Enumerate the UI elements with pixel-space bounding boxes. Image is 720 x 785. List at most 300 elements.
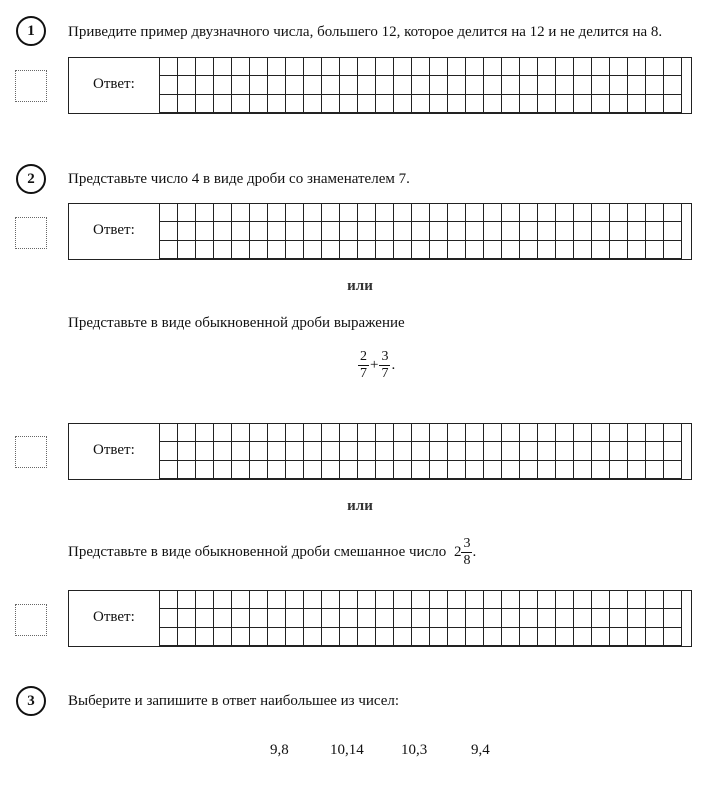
answer-cell[interactable] <box>232 241 250 259</box>
answer-cell[interactable] <box>484 204 502 222</box>
answer-cell[interactable] <box>574 95 592 113</box>
answer-cell[interactable] <box>340 442 358 460</box>
answer-cell[interactable] <box>574 591 592 609</box>
answer-cell[interactable] <box>538 58 556 76</box>
answer-cell[interactable] <box>412 95 430 113</box>
answer-cell[interactable] <box>556 204 574 222</box>
answer-cell[interactable] <box>646 461 664 479</box>
answer-cell[interactable] <box>448 628 466 646</box>
answer-cell[interactable] <box>160 95 178 113</box>
answer-cell[interactable] <box>412 461 430 479</box>
answer-cell[interactable] <box>430 58 448 76</box>
answer-cell[interactable] <box>646 442 664 460</box>
answer-cell[interactable] <box>394 628 412 646</box>
answer-cell[interactable] <box>376 222 394 240</box>
answer-cell[interactable] <box>376 461 394 479</box>
answer-cell[interactable] <box>430 241 448 259</box>
answer-cell[interactable] <box>466 241 484 259</box>
answer-cell[interactable] <box>484 628 502 646</box>
answer-cell[interactable] <box>484 442 502 460</box>
answer-cell[interactable] <box>430 609 448 627</box>
answer-cell[interactable] <box>286 76 304 94</box>
answer-cell[interactable] <box>394 222 412 240</box>
answer-cell[interactable] <box>304 76 322 94</box>
answer-cell[interactable] <box>412 241 430 259</box>
answer-cell[interactable] <box>178 76 196 94</box>
answer-cell[interactable] <box>196 241 214 259</box>
answer-cell[interactable] <box>214 95 232 113</box>
answer-cell[interactable] <box>628 424 646 442</box>
answer-cell[interactable] <box>304 95 322 113</box>
answer-cell[interactable] <box>556 461 574 479</box>
answer-cell[interactable] <box>592 442 610 460</box>
answer-cell[interactable] <box>484 222 502 240</box>
answer-cell[interactable] <box>178 442 196 460</box>
answer-cell[interactable] <box>628 58 646 76</box>
answer-cell[interactable] <box>664 222 682 240</box>
answer-cell[interactable] <box>232 222 250 240</box>
answer-cell[interactable] <box>502 424 520 442</box>
answer-box-1[interactable] <box>68 57 692 114</box>
answer-cell[interactable] <box>466 424 484 442</box>
answer-cell[interactable] <box>358 461 376 479</box>
answer-cell[interactable] <box>574 204 592 222</box>
answer-box-2a[interactable] <box>68 203 692 260</box>
answer-cell[interactable] <box>520 461 538 479</box>
answer-cell[interactable] <box>430 461 448 479</box>
answer-cell[interactable] <box>556 442 574 460</box>
answer-cell[interactable] <box>304 241 322 259</box>
answer-cell[interactable] <box>268 424 286 442</box>
answer-cell[interactable] <box>430 628 448 646</box>
answer-cell[interactable] <box>358 609 376 627</box>
answer-cell[interactable] <box>232 442 250 460</box>
answer-cell[interactable] <box>304 442 322 460</box>
answer-cell[interactable] <box>520 204 538 222</box>
answer-cell[interactable] <box>664 609 682 627</box>
answer-cell[interactable] <box>196 95 214 113</box>
answer-cell[interactable] <box>502 95 520 113</box>
answer-cell[interactable] <box>358 95 376 113</box>
answer-cell[interactable] <box>286 58 304 76</box>
answer-cell[interactable] <box>502 58 520 76</box>
answer-cell[interactable] <box>430 204 448 222</box>
answer-cell[interactable] <box>646 241 664 259</box>
answer-cell[interactable] <box>448 424 466 442</box>
answer-cell[interactable] <box>448 58 466 76</box>
answer-cell[interactable] <box>160 461 178 479</box>
answer-cell[interactable] <box>268 222 286 240</box>
answer-cell[interactable] <box>664 591 682 609</box>
answer-cell[interactable] <box>592 204 610 222</box>
answer-cell[interactable] <box>214 222 232 240</box>
answer-cell[interactable] <box>412 591 430 609</box>
answer-cell[interactable] <box>196 222 214 240</box>
answer-cell[interactable] <box>592 591 610 609</box>
answer-cell[interactable] <box>178 222 196 240</box>
answer-cell[interactable] <box>556 591 574 609</box>
answer-cell[interactable] <box>340 76 358 94</box>
answer-cell[interactable] <box>412 222 430 240</box>
answer-cell[interactable] <box>322 628 340 646</box>
answer-cell[interactable] <box>466 628 484 646</box>
answer-cell[interactable] <box>394 241 412 259</box>
answer-cell[interactable] <box>538 442 556 460</box>
answer-cell[interactable] <box>412 628 430 646</box>
answer-cell[interactable] <box>574 461 592 479</box>
answer-cell[interactable] <box>340 222 358 240</box>
answer-cell[interactable] <box>412 58 430 76</box>
answer-cell[interactable] <box>484 609 502 627</box>
answer-cell[interactable] <box>232 95 250 113</box>
answer-cell[interactable] <box>520 58 538 76</box>
answer-cell[interactable] <box>178 58 196 76</box>
answer-cell[interactable] <box>502 461 520 479</box>
answer-cell[interactable] <box>664 628 682 646</box>
answer-cell[interactable] <box>646 204 664 222</box>
answer-cell[interactable] <box>520 95 538 113</box>
answer-cell[interactable] <box>394 442 412 460</box>
answer-cell[interactable] <box>412 424 430 442</box>
answer-cell[interactable] <box>196 58 214 76</box>
answer-cell[interactable] <box>448 461 466 479</box>
answer-cell[interactable] <box>466 222 484 240</box>
answer-box-2c[interactable] <box>68 590 692 647</box>
answer-cell[interactable] <box>628 609 646 627</box>
answer-cell[interactable] <box>214 442 232 460</box>
answer-cell[interactable] <box>592 222 610 240</box>
answer-cell[interactable] <box>574 442 592 460</box>
answer-cell[interactable] <box>340 58 358 76</box>
answer-cell[interactable] <box>484 58 502 76</box>
answer-cell[interactable] <box>646 58 664 76</box>
answer-cell[interactable] <box>430 442 448 460</box>
answer-cell[interactable] <box>268 95 286 113</box>
answer-cell[interactable] <box>628 442 646 460</box>
answer-cell[interactable] <box>232 76 250 94</box>
answer-cell[interactable] <box>286 424 304 442</box>
answer-cell[interactable] <box>646 628 664 646</box>
answer-cell[interactable] <box>304 591 322 609</box>
answer-cell[interactable] <box>322 95 340 113</box>
answer-cell[interactable] <box>394 95 412 113</box>
answer-cell[interactable] <box>430 591 448 609</box>
answer-cell[interactable] <box>538 76 556 94</box>
answer-cell[interactable] <box>556 76 574 94</box>
answer-cell[interactable] <box>502 628 520 646</box>
answer-cell[interactable] <box>322 424 340 442</box>
score-box-1[interactable] <box>15 70 47 102</box>
answer-cell[interactable] <box>340 204 358 222</box>
answer-cell[interactable] <box>214 424 232 442</box>
answer-cell[interactable] <box>646 591 664 609</box>
answer-cell[interactable] <box>304 628 322 646</box>
answer-cell[interactable] <box>394 591 412 609</box>
answer-cell[interactable] <box>592 609 610 627</box>
answer-cell[interactable] <box>196 442 214 460</box>
answer-cell[interactable] <box>538 222 556 240</box>
answer-cell[interactable] <box>268 241 286 259</box>
answer-grid[interactable] <box>159 590 682 647</box>
answer-cell[interactable] <box>394 76 412 94</box>
answer-cell[interactable] <box>250 76 268 94</box>
answer-cell[interactable] <box>340 95 358 113</box>
answer-cell[interactable] <box>610 424 628 442</box>
answer-box-2b[interactable] <box>68 423 692 480</box>
answer-cell[interactable] <box>592 241 610 259</box>
answer-cell[interactable] <box>664 76 682 94</box>
answer-cell[interactable] <box>556 58 574 76</box>
answer-cell[interactable] <box>448 241 466 259</box>
answer-cell[interactable] <box>376 204 394 222</box>
answer-cell[interactable] <box>250 58 268 76</box>
answer-cell[interactable] <box>214 591 232 609</box>
answer-cell[interactable] <box>556 609 574 627</box>
answer-cell[interactable] <box>196 424 214 442</box>
answer-cell[interactable] <box>178 461 196 479</box>
answer-cell[interactable] <box>178 591 196 609</box>
answer-cell[interactable] <box>232 58 250 76</box>
answer-cell[interactable] <box>160 591 178 609</box>
answer-cell[interactable] <box>286 609 304 627</box>
answer-cell[interactable] <box>160 609 178 627</box>
answer-cell[interactable] <box>268 461 286 479</box>
answer-grid[interactable] <box>159 57 682 114</box>
answer-cell[interactable] <box>250 424 268 442</box>
answer-cell[interactable] <box>250 628 268 646</box>
answer-cell[interactable] <box>286 628 304 646</box>
answer-cell[interactable] <box>322 204 340 222</box>
answer-cell[interactable] <box>610 461 628 479</box>
answer-cell[interactable] <box>466 76 484 94</box>
answer-cell[interactable] <box>250 591 268 609</box>
answer-cell[interactable] <box>574 58 592 76</box>
answer-cell[interactable] <box>304 461 322 479</box>
answer-cell[interactable] <box>376 609 394 627</box>
score-box-2b[interactable] <box>15 436 47 468</box>
answer-cell[interactable] <box>196 609 214 627</box>
answer-cell[interactable] <box>664 461 682 479</box>
answer-cell[interactable] <box>340 241 358 259</box>
answer-cell[interactable] <box>340 609 358 627</box>
answer-cell[interactable] <box>250 609 268 627</box>
answer-cell[interactable] <box>286 461 304 479</box>
answer-cell[interactable] <box>376 95 394 113</box>
answer-cell[interactable] <box>214 628 232 646</box>
answer-cell[interactable] <box>646 424 664 442</box>
answer-cell[interactable] <box>358 591 376 609</box>
answer-cell[interactable] <box>592 461 610 479</box>
answer-cell[interactable] <box>610 591 628 609</box>
answer-cell[interactable] <box>214 204 232 222</box>
answer-cell[interactable] <box>304 204 322 222</box>
answer-cell[interactable] <box>268 591 286 609</box>
answer-cell[interactable] <box>160 628 178 646</box>
answer-cell[interactable] <box>520 76 538 94</box>
answer-cell[interactable] <box>376 424 394 442</box>
answer-cell[interactable] <box>358 241 376 259</box>
answer-cell[interactable] <box>394 58 412 76</box>
answer-cell[interactable] <box>412 204 430 222</box>
answer-cell[interactable] <box>232 628 250 646</box>
answer-cell[interactable] <box>232 609 250 627</box>
answer-cell[interactable] <box>664 58 682 76</box>
answer-cell[interactable] <box>556 241 574 259</box>
answer-cell[interactable] <box>304 609 322 627</box>
answer-cell[interactable] <box>574 76 592 94</box>
answer-cell[interactable] <box>664 204 682 222</box>
answer-cell[interactable] <box>214 609 232 627</box>
answer-cell[interactable] <box>664 241 682 259</box>
answer-cell[interactable] <box>250 204 268 222</box>
answer-cell[interactable] <box>592 95 610 113</box>
answer-cell[interactable] <box>610 241 628 259</box>
answer-cell[interactable] <box>466 204 484 222</box>
answer-cell[interactable] <box>448 204 466 222</box>
answer-cell[interactable] <box>538 204 556 222</box>
answer-cell[interactable] <box>574 609 592 627</box>
answer-cell[interactable] <box>376 628 394 646</box>
answer-cell[interactable] <box>412 76 430 94</box>
answer-cell[interactable] <box>556 222 574 240</box>
answer-cell[interactable] <box>628 591 646 609</box>
answer-cell[interactable] <box>646 95 664 113</box>
answer-cell[interactable] <box>610 204 628 222</box>
answer-cell[interactable] <box>448 76 466 94</box>
answer-cell[interactable] <box>466 58 484 76</box>
answer-cell[interactable] <box>610 628 628 646</box>
answer-grid[interactable] <box>159 423 682 480</box>
answer-cell[interactable] <box>574 241 592 259</box>
answer-cell[interactable] <box>178 628 196 646</box>
answer-cell[interactable] <box>340 461 358 479</box>
answer-cell[interactable] <box>430 222 448 240</box>
answer-cell[interactable] <box>484 424 502 442</box>
answer-cell[interactable] <box>520 591 538 609</box>
answer-cell[interactable] <box>538 241 556 259</box>
answer-cell[interactable] <box>358 442 376 460</box>
answer-cell[interactable] <box>628 241 646 259</box>
score-box-2c[interactable] <box>15 604 47 636</box>
answer-cell[interactable] <box>484 241 502 259</box>
answer-cell[interactable] <box>574 628 592 646</box>
answer-cell[interactable] <box>268 442 286 460</box>
answer-cell[interactable] <box>466 461 484 479</box>
answer-cell[interactable] <box>502 76 520 94</box>
answer-cell[interactable] <box>286 442 304 460</box>
answer-cell[interactable] <box>358 76 376 94</box>
answer-cell[interactable] <box>160 424 178 442</box>
answer-cell[interactable] <box>610 95 628 113</box>
answer-cell[interactable] <box>502 591 520 609</box>
answer-cell[interactable] <box>556 95 574 113</box>
answer-cell[interactable] <box>394 424 412 442</box>
answer-cell[interactable] <box>160 76 178 94</box>
answer-cell[interactable] <box>610 58 628 76</box>
answer-cell[interactable] <box>196 591 214 609</box>
answer-cell[interactable] <box>484 461 502 479</box>
answer-cell[interactable] <box>592 424 610 442</box>
answer-cell[interactable] <box>250 222 268 240</box>
answer-cell[interactable] <box>160 241 178 259</box>
answer-cell[interactable] <box>466 609 484 627</box>
answer-cell[interactable] <box>178 609 196 627</box>
answer-cell[interactable] <box>448 609 466 627</box>
answer-cell[interactable] <box>628 628 646 646</box>
answer-cell[interactable] <box>628 204 646 222</box>
answer-cell[interactable] <box>484 95 502 113</box>
answer-cell[interactable] <box>646 222 664 240</box>
answer-cell[interactable] <box>574 424 592 442</box>
answer-cell[interactable] <box>232 424 250 442</box>
answer-cell[interactable] <box>358 628 376 646</box>
answer-cell[interactable] <box>322 442 340 460</box>
answer-cell[interactable] <box>628 76 646 94</box>
answer-cell[interactable] <box>160 222 178 240</box>
answer-cell[interactable] <box>178 95 196 113</box>
answer-cell[interactable] <box>664 95 682 113</box>
answer-cell[interactable] <box>592 628 610 646</box>
answer-cell[interactable] <box>160 58 178 76</box>
answer-cell[interactable] <box>448 222 466 240</box>
answer-cell[interactable] <box>394 204 412 222</box>
answer-cell[interactable] <box>592 76 610 94</box>
answer-cell[interactable] <box>520 609 538 627</box>
answer-cell[interactable] <box>250 461 268 479</box>
answer-cell[interactable] <box>304 424 322 442</box>
answer-cell[interactable] <box>394 461 412 479</box>
answer-cell[interactable] <box>520 628 538 646</box>
answer-cell[interactable] <box>466 591 484 609</box>
answer-cell[interactable] <box>646 76 664 94</box>
answer-cell[interactable] <box>322 241 340 259</box>
answer-cell[interactable] <box>268 58 286 76</box>
answer-cell[interactable] <box>466 442 484 460</box>
answer-cell[interactable] <box>610 609 628 627</box>
answer-cell[interactable] <box>196 204 214 222</box>
answer-cell[interactable] <box>448 95 466 113</box>
answer-cell[interactable] <box>430 95 448 113</box>
answer-cell[interactable] <box>412 442 430 460</box>
answer-cell[interactable] <box>520 222 538 240</box>
answer-cell[interactable] <box>376 58 394 76</box>
answer-cell[interactable] <box>376 76 394 94</box>
answer-cell[interactable] <box>448 442 466 460</box>
answer-cell[interactable] <box>196 628 214 646</box>
answer-cell[interactable] <box>268 609 286 627</box>
answer-cell[interactable] <box>520 241 538 259</box>
answer-cell[interactable] <box>376 442 394 460</box>
answer-cell[interactable] <box>520 442 538 460</box>
answer-cell[interactable] <box>610 76 628 94</box>
answer-grid[interactable] <box>159 203 682 260</box>
answer-cell[interactable] <box>376 591 394 609</box>
answer-cell[interactable] <box>574 222 592 240</box>
answer-cell[interactable] <box>502 442 520 460</box>
answer-cell[interactable] <box>610 442 628 460</box>
answer-cell[interactable] <box>232 591 250 609</box>
answer-cell[interactable] <box>250 95 268 113</box>
answer-cell[interactable] <box>322 461 340 479</box>
answer-cell[interactable] <box>250 442 268 460</box>
answer-cell[interactable] <box>340 424 358 442</box>
answer-cell[interactable] <box>322 609 340 627</box>
answer-cell[interactable] <box>214 461 232 479</box>
answer-cell[interactable] <box>286 241 304 259</box>
answer-cell[interactable] <box>340 628 358 646</box>
answer-cell[interactable] <box>394 609 412 627</box>
answer-cell[interactable] <box>322 222 340 240</box>
